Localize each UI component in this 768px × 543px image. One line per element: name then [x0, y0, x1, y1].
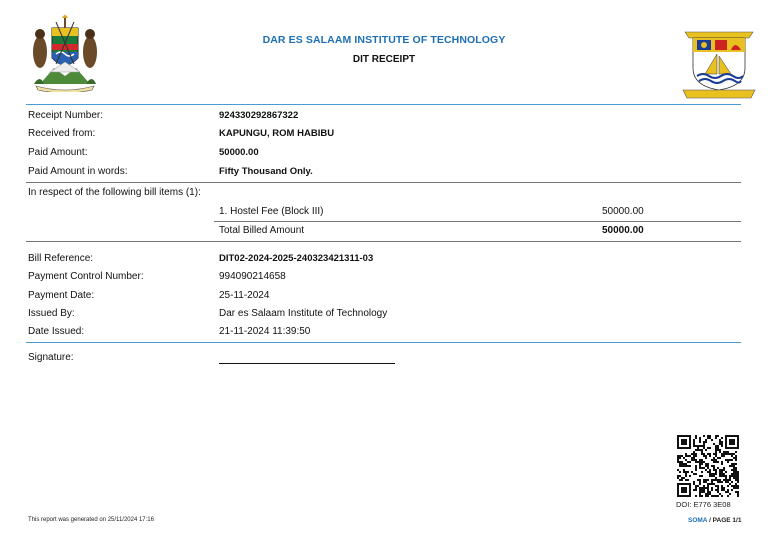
control-number-row: [0, 271, 768, 289]
paid-words-label: Paid Amount in words:: [28, 166, 128, 177]
date-issued-value: 21-11-2024 11:39:50: [219, 326, 311, 337]
date-issued-label: Date Issued:: [28, 326, 85, 337]
payment-date-row: [0, 290, 768, 308]
issued-by-label: Issued By:: [28, 308, 75, 319]
doi-text: DOI: E776 3E08: [676, 500, 731, 509]
paid-amount-label: Paid Amount:: [28, 147, 88, 158]
tanzania-coat-of-arms-icon: [26, 14, 104, 92]
total-billed-label: Total Billed Amount: [219, 225, 305, 236]
receipt-number-value: 924330292867322: [219, 110, 299, 121]
control-number-value: 994090214658: [219, 271, 286, 282]
receipt-number-row: [0, 110, 768, 128]
document-title: DIT RECEIPT: [352, 54, 416, 65]
paid-amount-row: [0, 147, 768, 165]
page-indicator: [688, 517, 741, 524]
payment-divider: [26, 342, 741, 343]
signature-label: Signature:: [28, 352, 74, 363]
header-divider: [26, 104, 741, 105]
paid-amount-value: 50000.00: [219, 147, 259, 158]
items-divider: [214, 221, 741, 222]
bill-items-heading: In respect of the following bill items (1):: [28, 187, 201, 198]
items-bottom-divider: [26, 241, 741, 242]
generated-timestamp: This report was generated on 25/11/2024 17:16: [28, 517, 154, 523]
page-number: / PAGE 1/1: [707, 517, 742, 524]
soma-brand: SOMA: [688, 517, 708, 524]
signature-row: [0, 352, 768, 370]
bill-reference-row: [0, 253, 768, 271]
bill-item-amount: 50000.00: [602, 206, 644, 217]
paid-words-value: Fifty Thousand Only.: [219, 166, 313, 177]
payment-date-value: 25-11-2024: [219, 290, 270, 301]
institution-name: DAR ES SALAAM INSTITUTE OF TECHNOLOGY: [262, 34, 506, 46]
received-from-label: Received from:: [28, 128, 96, 139]
signature-line: [219, 363, 395, 364]
dit-crest-icon: [681, 24, 757, 100]
total-billed-amount: 50000.00: [602, 225, 644, 236]
qr-code-icon: [677, 435, 739, 497]
issued-by-row: [0, 308, 768, 326]
bill-reference-label: Bill Reference:: [28, 253, 94, 264]
control-number-label: Payment Control Number:: [28, 271, 144, 282]
details-divider: [26, 182, 741, 183]
bill-item-description: 1. Hostel Fee (Block III): [219, 206, 324, 217]
issued-by-value: Dar es Salaam Institute of Technology: [219, 308, 388, 319]
received-from-value: KAPUNGU, ROM HABIBU: [219, 128, 335, 139]
received-from-row: [0, 128, 768, 146]
bill-reference-value: DIT02-2024-2025-240323421311-03: [219, 253, 374, 264]
receipt-number-label: Receipt Number:: [28, 110, 104, 121]
payment-date-label: Payment Date:: [28, 290, 95, 301]
bill-items-heading-row: [0, 187, 768, 205]
